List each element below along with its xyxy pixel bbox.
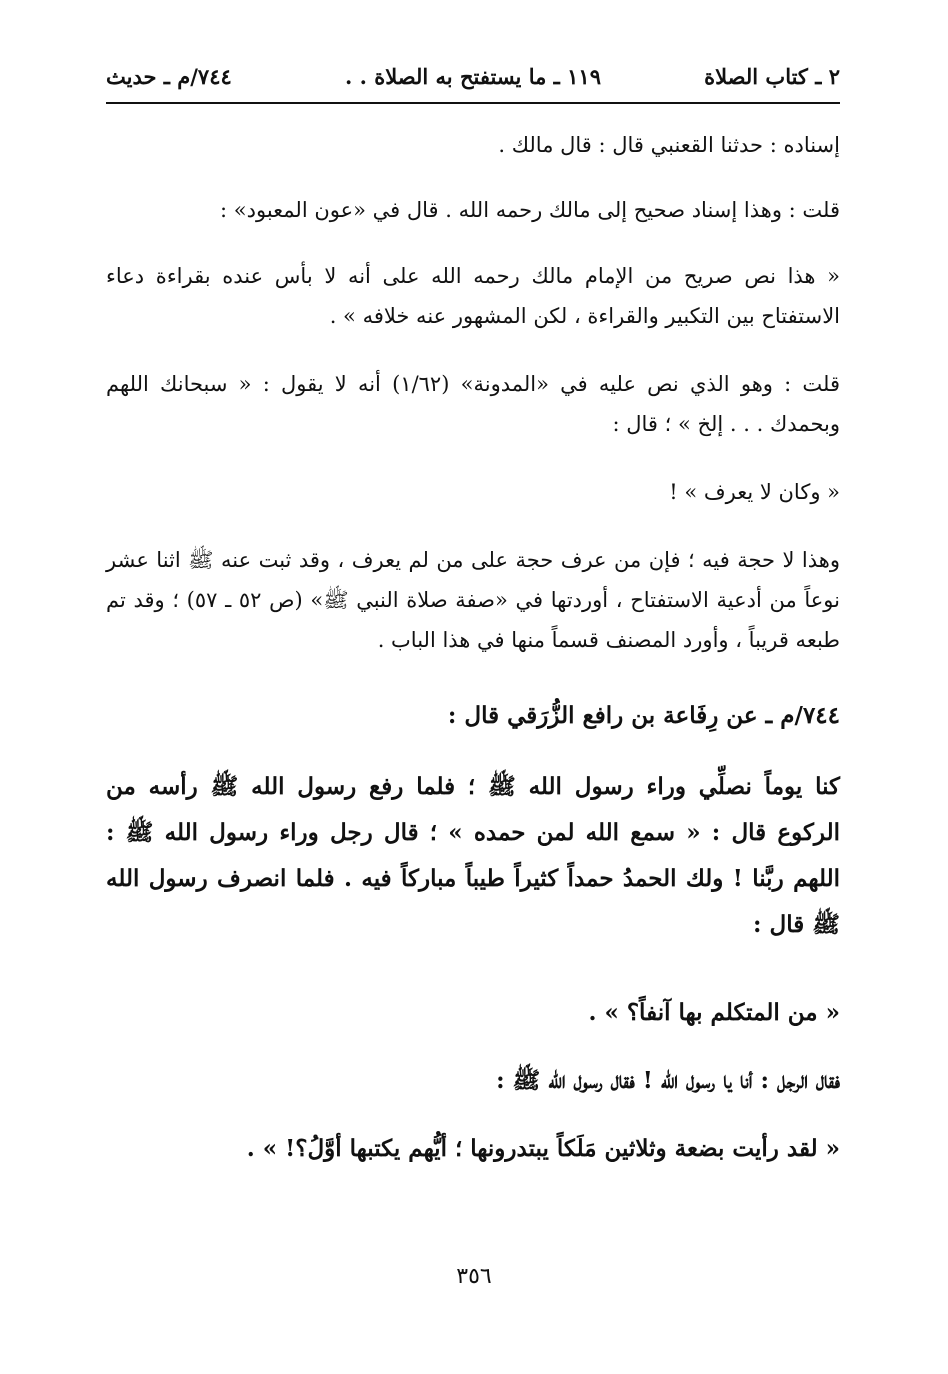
page-number: ٣٥٦	[456, 1264, 492, 1289]
hadith-quote: « من المتكلم بها آنفاً؟ » .	[588, 999, 840, 1026]
hadith-quote: « لقد رأيت بضعة وثلاثين مَلَكاً يبتدرونها ؛ أيُّهم يكتبها أوَّلُ؟! » .	[246, 1135, 840, 1162]
hadith-text: فقال الرجل : أنا يا رسول الله ! فقال رسول الله ﷺ :	[496, 1067, 840, 1094]
hadith-heading: ٧٤٤/م ـ عن رِفَاعة بن رافع الزُّرَقي قال :	[447, 702, 840, 729]
running-header	[106, 58, 840, 104]
isnad-paragraph: إسناده : حدثنا القعنبي قال : قال مالك .	[498, 133, 840, 157]
quote-paragraph: « وكان لا يعرف » !	[669, 480, 840, 504]
commentary-paragraph: وهذا لا حجة فيه ؛ فإن من عرف حجة على من لم يعرف ، وقد ثبت عنه ﷺ اثنا عشر نوعاً من أدعية الاستفتاح ، أوردتها في «صفة صلاة النبي ﷺ» (ص ٥٢ ـ ٥٧) ؛ وقد تم طبعه قريباً ، وأورد المصنف قسماً منها في هذا الباب .	[106, 548, 840, 652]
commentary-paragraph: قلت : وهذا إسناد صحيح إلى مالك رحمه الله . قال في «عون المعبود» :	[220, 198, 840, 222]
header-chapter: ٢ ـ كتاب الصلاة	[704, 64, 840, 89]
hadith-text: كنا يوماً نصلِّي وراء رسول الله ﷺ ؛ فلما رفع رسول الله ﷺ رأسه من الركوع قال : « سمع الله لمن حمده » ؛ قال رجل وراء رسول الله ﷺ : اللهم ربَّنا ! ولك الحمدُ حمداً كثيراً طيباً مباركاً فيه . فلما انصرف رسول الله ﷺ قال :	[106, 773, 840, 938]
header-hadith-ref: ٧٤٤/م ـ حديث	[106, 64, 232, 89]
header-section: ١١٩ ـ ما يستفتح به الصلاة . .	[345, 64, 601, 89]
commentary-paragraph: قلت : وهو الذي نص عليه في «المدونة» (١/٦٢) أنه لا يقول : « سبحانك اللهم وبحمدك . . . إلخ » ؛ قال :	[106, 372, 840, 436]
quote-paragraph: « هذا نص صريح من الإمام مالك رحمه الله على أنه لا بأس عنده بقراءة دعاء الاستفتاح بين التكبير والقراءة ، لكن المشهور عنه خلافه » .	[106, 264, 840, 328]
